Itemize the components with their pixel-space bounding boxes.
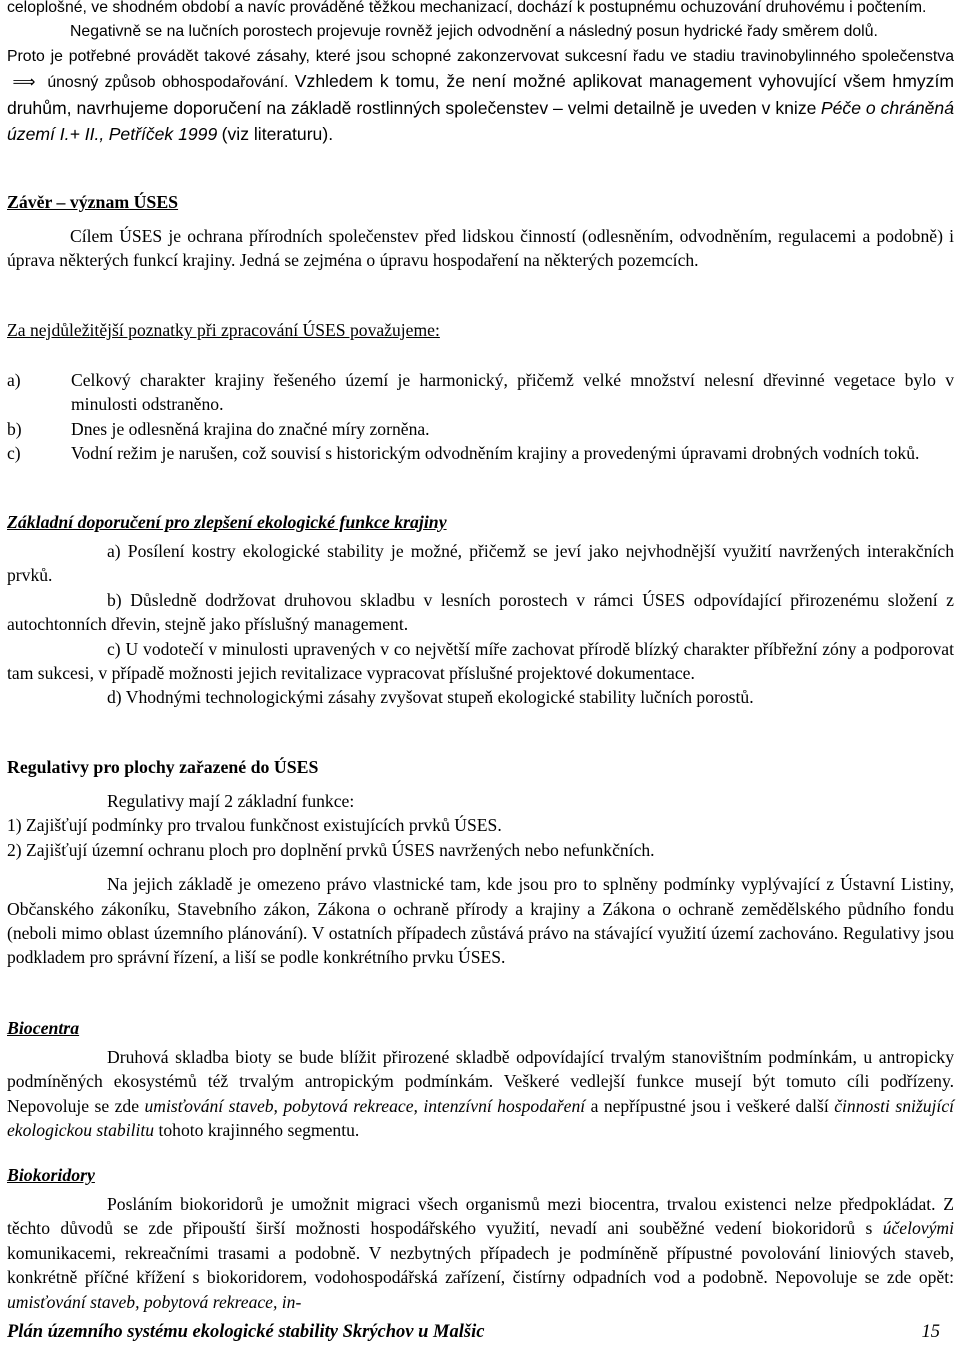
zaver-paragraph: Cílem ÚSES je ochrana přírodních společenstev před lidskou činností (odlesněním, odvodněním, regulacemi a podobně) i úprava některých funkcí krajiny. Jedná se zejména o úpravu hospodaření na některých pozemcích. (7, 226, 954, 271)
page-footer (7, 1322, 954, 1346)
doporuceni-item: b) Důsledně dodržovat druhovou skladbu v lesních porostech v rámci ÚSES odpovídající přirozenému složení z autochtonních dřevin, stejně jako příslušný management. (7, 589, 954, 635)
biokoridory-text-1: Posláním biokoridorů je umožnit migraci všech organismů mezi biocentra, trvalou existenci nelze předpokládat. Z těchto důvodů se zde připouští širší možnosti hospodářského využití, nevadí ani souběžné vedení biokoridorů s (7, 1194, 954, 1239)
biocentra-text-2: a nepřípustné jsou i veškeré další (590, 1095, 829, 1116)
biokoridory-heading: Biokoridory (7, 1165, 95, 1185)
doporuceni-list (7, 539, 954, 710)
list-item-marker: a) (7, 370, 21, 390)
biokoridory-section (7, 1163, 954, 1314)
poznatky-section (7, 318, 954, 466)
page-number: 15 (921, 1322, 940, 1342)
list-item-marker: b) (7, 418, 22, 439)
list-item-text: Dnes je odlesněná krajina do značné míry zorněna. (71, 418, 430, 439)
list-item-text: Vodní režim je narušen, což souvisí s historickým odvodněním krajiny a provedenými úpravami drobných vodních toků. (71, 443, 920, 464)
list-item (7, 417, 954, 441)
biocentra-section (7, 1016, 954, 1143)
regulativy-heading: Regulativy pro plochy zařazené do ÚSES (7, 757, 319, 777)
doporuceni-heading: Základní doporučení pro zlepšení ekologické funkce krajiny (7, 512, 447, 532)
doporuceni-item: c) U vodotečí v minulosti upravených v co největší míře zachovat přírodě blízký charakter příbřežní zóny a podporovat tam sukcesi, v případě možnosti jejich revitalizace vypracovat příslušné projektové dokumentace. (7, 638, 954, 684)
reference-separator: , (99, 124, 105, 145)
regulativy-paragraph: Na jejich základě je omezeno právo vlastnické tam, kde jsou pro to splněny podmínky vyplývající z Ústavní Listiny, Občanského zákoníku, Stavebního zákon, Zákona o ochraně přírody a krajiny a Zákona o ochraně zemědělského půdního fondu (neboli mimo oblast územního plánování). V ostatních případech zůstává právo na stávající využití území zachováno. Regulativy jsou podkladem pro správní řízení, a liší se podle konkrétního prvku ÚSES. (7, 874, 954, 968)
list-item-text: Celkový charakter krajiny řešeného území je harmonický, přičemž velké množství nelesní dřevinné vegetace bylo v minulosti odstraněno. (71, 370, 954, 415)
intro-p3-part-a: Proto je potřebné provádět takové zásahy, které jsou schopné zakonzervovat sukcesní řadu ve stadiu travinobylinného společenstva (7, 47, 954, 65)
intro-paragraph-2: Negativně se na lučních porostech projevuje rovněž jejich odvodnění a následný posun hydrické řady směrem dolů. (70, 23, 878, 41)
reference-petricek: Petříček 1999 (108, 124, 218, 145)
biocentra-italic-2: činnosti snižující ekologickou stabilitu (7, 1095, 955, 1141)
biokoridory-italic-1: účelovými (882, 1218, 954, 1239)
zaver-heading: Závěr – význam ÚSES (7, 192, 179, 212)
intro-p3-part-b: únosný způsob obhospodařování. (47, 74, 289, 92)
intro-paragraph-1: celoplošné, ve shodném období a navíc prováděné těžkou mechanizací, dochází k postupnému ochuzování druhovému i počtením. (7, 0, 927, 16)
doporuceni-section (7, 510, 954, 710)
intro-paragraph-3 (7, 45, 954, 149)
footer-title: Plán územního systému ekologické stability Skrýchov u Malšic (7, 1322, 485, 1342)
zaver-section (7, 190, 954, 273)
biokoridory-paragraph (7, 1192, 954, 1314)
regulativy-function-1: 1) Zajišťují podmínky pro trvalou funkčnost existujících prvků ÚSES. (7, 815, 502, 836)
poznatky-list (7, 368, 954, 466)
biocentra-heading: Biocentra (7, 1018, 80, 1038)
doporuceni-item: d) Vhodnými technologickými zásahy zvyšovat stupeň ekologické stability lučních porostů. (107, 687, 754, 708)
intro-section (7, 0, 954, 148)
list-item (7, 368, 954, 417)
list-item-marker: c) (7, 443, 21, 464)
doporuceni-item: a) Posílení kostry ekologické stability je možné, přičemž se jeví jako nejvhodnější využití navržených interakčních prvků. (7, 541, 954, 586)
intro-p3-part-c: Vzhledem k tomu, že není možné aplikovat management vyhovující všem hmyzím druhům, navrhujeme doporučení na základě rostlinných společenstev – velmi detailně je uveden v knize (7, 71, 954, 118)
biocentra-italic-1: umisťování staveb, pobytová rekreace, intenzívní hospodaření (144, 1095, 586, 1116)
biokoridory-italic-2: umisťování staveb, pobytová rekreace, in- (7, 1291, 302, 1312)
biocentra-paragraph (7, 1045, 954, 1143)
implies-arrow-icon: ⟹ (12, 72, 36, 92)
regulativy-intro: Regulativy mají 2 základní funkce: (107, 791, 355, 811)
biokoridory-text-2: komunikacemi, rekreačními trasami a podobně. V nezbytných případech je podmíněně přípustné povolování liniových staveb, konkrétně příčné křížení s biokoridorem, vodohospodářská zařízení, čistírny odpadních vod a podobně. Nepovoluje se zde opět: (7, 1242, 954, 1288)
list-item (7, 441, 954, 465)
intro-p3-end: (viz literaturu). (221, 124, 334, 145)
regulativy-function-2: 2) Zajišťují územní ochranu ploch pro doplnění prvků ÚSES navržených nebo nefunkčních. (7, 839, 655, 860)
regulativy-section (7, 755, 954, 970)
reference-pece: Péče o chráněná území I.+ II. (7, 97, 954, 145)
poznatky-heading: Za nejdůležitější poznatky při zpracování ÚSES považujeme: (7, 320, 440, 340)
biocentra-text-3: tohoto krajinného segmentu. (158, 1120, 360, 1141)
biocentra-text-1: Druhová skladba bioty se bude blížit přirozené skladbě odpovídající trvalým stanovištním podmínkám, u antropicky podmíněných ekosystémů též trvalým antropickým podmínkám. Veškeré vedlejší funkce musejí být tomuto cíli podřízeny. Nepovoluje se zde (7, 1047, 954, 1116)
